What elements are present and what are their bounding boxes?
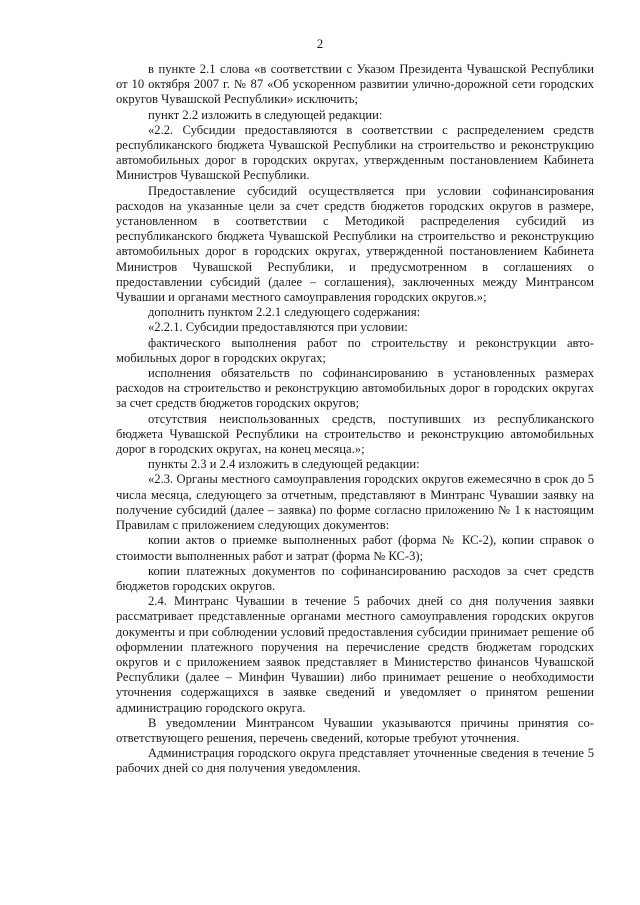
paragraph: 2.4. Минтранс Чувашии в течение 5 рабочих дней со дня получения заявки рассматривает представленные органами местного самоуправления городских округов документы и при соблюдении условий предоставления субсидии принимает решение об оформлении платежного поручения на перечисление средств бюджетам городских округов и с приложением заявок представляет в Министерство финансов Чувашской Республики (далее – Минфин Чувашии) либо принимает решение о необходимости уточнения содержащихся в заявке сведений и уведомляет о принятом решении администрацию городского округа.: [116, 594, 594, 715]
paragraph: «2.3. Органы местного самоуправления городских округов ежемесячно в срок до 5 числа месяца, следующего за отчетным, представляют в Минтранс Чувашии заявку на получение субсидий (далее – заявка) по форме согласно приложению № 1 к настоящим Правилам с приложением следующих документов:: [116, 472, 594, 533]
paragraph: пункты 2.3 и 2.4 изложить в следующей редакции:: [148, 457, 420, 472]
paragraph: дополнить пунктом 2.2.1 следующего содержания:: [148, 305, 421, 320]
paragraph: В уведомлении Минтрансом Чувашии указываются причины принятия соответствующего решения, перечень сведений, которые требуют уточнения.: [116, 715, 594, 745]
paragraph: в пункте 2.1 слова «в соответствии с Указом Президента Чувашской Республики от 10 октября 2007 г. № 87 «Об ускоренном развитии улично-дорожной сети городских округов Чувашской Республики» исключить;: [116, 62, 594, 107]
paragraph: копии платежных документов по софинансированию расходов за счет средств бюджетов городских округов.: [116, 563, 594, 593]
paragraph: исполнения обязательств по софинансированию в установленных размерах расходов на строительство и реконструкцию автомобильных дорог в городских округах за счет средств бюджетов городских округов;: [116, 366, 594, 411]
paragraph: фактического выполнения работ по строительству и реконструкции автомобильных дорог в городских округах;: [116, 335, 594, 365]
paragraph: Предоставление субсидий осуществляется при условии софинансирования расходов на указанные цели за счет средств бюджетов городских округов в размере, установленном в соответствии с Методикой распределения субсидий из республиканского бюджета Чувашской Республики на строительство и реконструкцию автомобильных дорог в городских округах, утвержденной постановлением Кабинета Министров Чувашской Республики, и предусмотренном в соглашениях о предоставлении субсидий (далее – соглашения), заключенных между Минтрансом Чувашии и органами местного самоуправления городских округов.»;: [116, 183, 594, 305]
page-number: 2: [316, 36, 324, 51]
paragraph: отсутствия неиспользованных средств, поступивших из республиканского бюджета Чувашской Республики на строительство и реконструкцию автомобильных дорог в городских округах, на конец месяца.»;: [116, 411, 594, 457]
paragraph: Администрация городского округа представляет уточненные сведения в течение 5 рабочих дней со дня получения уведомления.: [116, 746, 594, 776]
document-body: [116, 62, 594, 777]
paragraph: копии актов о приемке выполненных работ (форма № КС-2), копии справок о стоимости выполненных работ и затрат (форма № КС-3);: [116, 533, 594, 563]
paragraph: «2.2.1. Субсидии предоставляются при условии:: [148, 320, 408, 335]
paragraph: «2.2. Субсидии предоставляются в соответствии с распределением средств республиканского бюджета Чувашской Республики на строительство и реконструкцию автомобильных дорог в городских округах, утвержденным постановлением Кабинета Министров Чувашской Республики.: [116, 122, 594, 183]
paragraph: пункт 2.2 изложить в следующей редакции:: [148, 107, 383, 122]
